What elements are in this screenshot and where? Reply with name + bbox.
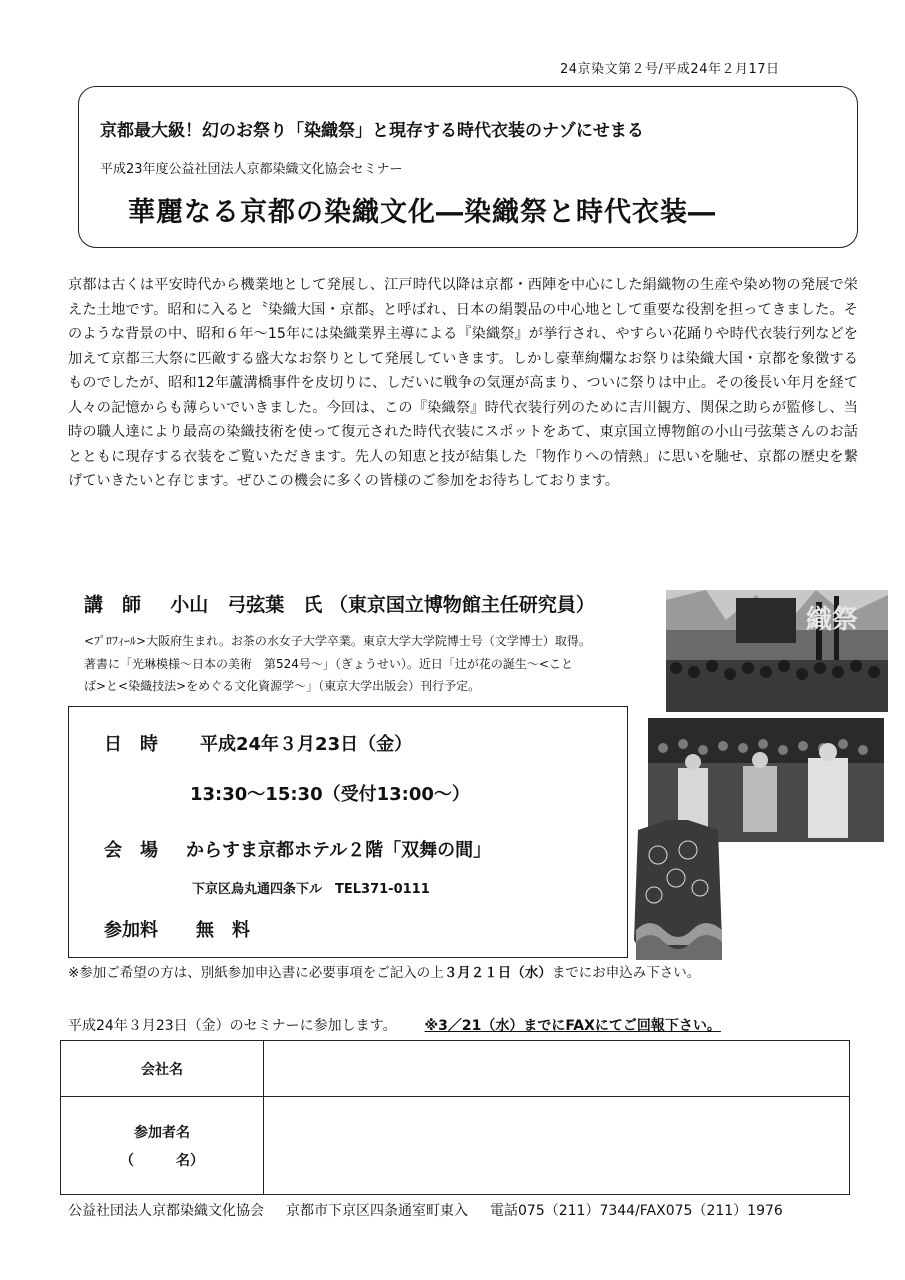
company-field[interactable] <box>264 1041 850 1097</box>
notice-deadline: ３月２１日（水） <box>443 965 552 981</box>
seminar-subtitle: 平成23年度公益社団法人京都染織文化協会セミナー <box>100 162 403 177</box>
reply-form-table <box>60 1040 850 1195</box>
footer-org: 公益社団法人京都染織文化協会 <box>68 1203 264 1219</box>
footer <box>68 1200 805 1220</box>
profile-line: 著書に「光琳模様～日本の美術 第524号～」（ぎょうせい）。近日「辻が花の誕生～<こと <box>84 656 573 671</box>
form-row-company <box>61 1041 850 1097</box>
fee-value: 無 料 <box>196 920 250 941</box>
fee-label: 参加料 <box>104 920 158 941</box>
festival-photo-crowd <box>666 590 888 712</box>
date-label: 日 時 <box>104 734 158 755</box>
footer-contact: 電話075（211）7344/FAX075（211）1976 <box>490 1203 783 1219</box>
date-value: 平成24年３月23日（金） <box>200 734 413 755</box>
profile-line: <ﾌﾟﾛﾌｨｰﾙ>大阪府生まれ。お茶の水女子大学卒業。東京大学大学院博士号（文学博士）取得。 <box>84 634 591 648</box>
main-title: 華麗なる京都の染織文化―染織祭と時代衣装― <box>128 197 716 228</box>
fax-deadline-note: ※3／21（水）までにFAXにてご回報下さい。 <box>424 1018 721 1034</box>
intro-paragraph: 京都は古くは平安時代から機業地として発展し、江戸時代以降は京都・西陣を中心にした絹織物の生産や染め物の発展で栄えた土地です。昭和に入ると〝染織大国・京都〟と呼ばれ、日本の絹製品の中心地として重要な役割を担ってきました。そのような背景の中、昭和６年～15年には染織業界主導による『染織祭』が挙行され、やすらい花踊りや時代衣装行列などを加えて京都三大祭に匹敵する盛大なお祭りとして発展していきます。しかし豪華絢爛なお祭りは染織大国・京都を象徴するものでしたが、昭和12年蘆溝橋事件を皮切りに、しだいに戦争の気運が高まり、ついに祭りは中止。その後長い年月を経て人々の記憶からも薄らいでいきました。今回は、この『染織祭』時代衣装行列のために吉川観方、関保之助らが監修し、当時の職人達により最高の染織技術を使って復元された時代衣装にスポットをあて、東京国立博物館の小山弓弦葉さんのお話とともに現存する衣装をご覧いただきます。先人の知恵と技が結集した「物作りへの情熱」に思いを馳せ、京都の歴史を繋げていきたいと存じます。ぜひこの機会に多くの皆様のご参加をお待ちしております。 <box>68 277 858 489</box>
lecturer-affiliation: （東京国立博物館主任研究員） <box>328 594 595 616</box>
notice-text-end: までにお申込み下さい。 <box>551 965 701 981</box>
venue-address: 下京区烏丸通四条下ル TEL371-0111 <box>192 882 430 897</box>
footer-address: 京都市下京区四条通室町東入 <box>286 1203 468 1219</box>
kimono-photo <box>630 820 726 960</box>
venue-label: 会 場 <box>104 840 158 861</box>
lecturer-label: 講 師 <box>84 594 142 616</box>
lecturer-name: 小山 弓弦葉 氏 <box>170 594 323 616</box>
notice-text: ※参加ご希望の方は、別紙参加申込書に必要事項をご記入の上 <box>68 965 444 981</box>
time-value: 13:30～15:30（受付13:00～） <box>190 784 470 805</box>
participant-count-label: （ 名） <box>120 1152 204 1169</box>
reply-statement <box>68 1015 721 1035</box>
participant-label-cell <box>61 1097 264 1195</box>
document-number: 24京染文第２号/平成24年２月17日 <box>560 62 780 77</box>
reply-text: 平成24年３月23日（金）のセミナーに参加します。 <box>68 1018 397 1034</box>
application-notice <box>68 961 700 981</box>
venue-value: からすま京都ホテル２階「双舞の間」 <box>186 840 492 861</box>
participant-label: 参加者名 <box>134 1124 190 1141</box>
lecturer-line <box>84 590 595 617</box>
form-row-participant <box>61 1097 850 1195</box>
headline: 京都最大級！幻のお祭り「染織祭」と現存する時代衣装のナゾにせまる <box>100 121 644 141</box>
participant-field[interactable] <box>264 1097 850 1195</box>
company-label: 会社名 <box>61 1041 264 1097</box>
festival-sign-text: 織祭 <box>806 605 859 635</box>
lecturer-profile <box>84 630 664 698</box>
profile-line: ば>と<染織技法>をめぐる文化資源学～」（東京大学出版会）刊行予定。 <box>84 679 481 693</box>
